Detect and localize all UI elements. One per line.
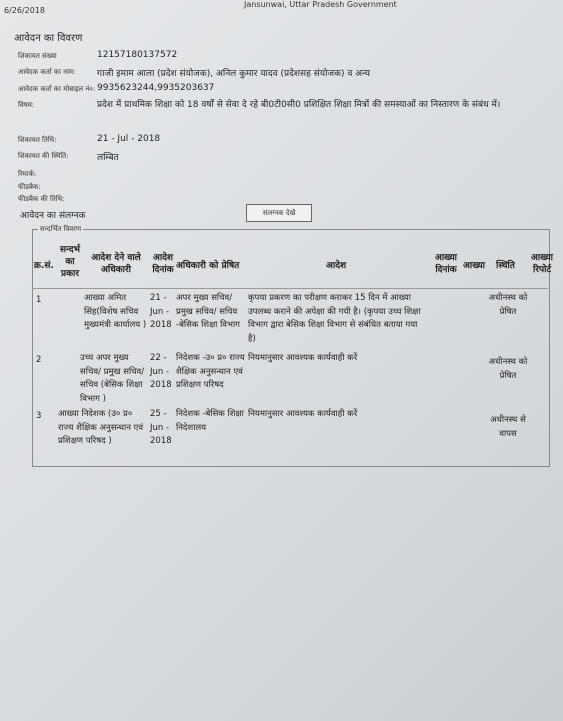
row-sno: 2: [36, 355, 42, 365]
row-date: 22 - Jun - 2018: [150, 353, 172, 390]
col-header-order: आदेश: [326, 261, 347, 271]
section-title: आवेदन का विवरण: [14, 33, 83, 44]
field-label-complaint-no: शिकायत संख्या: [18, 52, 57, 60]
field-label-remark: रिमार्क:: [18, 170, 37, 178]
col-header-report: आख्या: [463, 261, 486, 271]
row-issuer: आख्या अमित सिंह(विशेष सचिव मुख्यमंत्री कार्यालय ): [84, 293, 147, 330]
col-header-status: स्थिति: [496, 261, 515, 271]
row-status: अधीनस्थ से वापस: [490, 415, 526, 439]
col-header-date: आदेश दिनांक: [152, 253, 174, 275]
row-sent-to: निदेशक -उ० प्र० राज्य शैक्षिक अनुसन्धान एवं प्रशिक्षण परिषद: [176, 353, 245, 390]
row-issuer: उच्च अपर मुख्य सचिव/ प्रमुख सचिव/सचिव (बेसिक शिक्षा विभाग ): [80, 353, 145, 404]
org-header: Jansunwai, Uttar Pradesh Government: [244, 0, 397, 9]
attachment-label: आवेदन का संलग्नक: [20, 211, 86, 221]
print-date: 6/26/2018: [4, 6, 46, 15]
applicant-name: गाजी इमाम आला (प्रदेश संयोजक), अनिल कुमार यादव (प्रदेशसह संयोजक) व अन्य: [97, 69, 370, 79]
complaint-number: 12157180137572: [97, 50, 178, 60]
col-header-report-file: आख्या रिपोर्ट: [530, 253, 553, 275]
field-label-status: शिकायत की स्थिति:: [18, 152, 69, 160]
complaint-status: लम्बित: [97, 153, 119, 163]
row-order: कृपया प्रकरण का परीक्षण कराकर 15 दिन में आख्या उपलब्ध कराने की अपेक्षा की गयी है। (कृपया उच्च शिक्षा विभाग द्वारा बेसिक शिक्षा विभाग से संबंधित बताया गया है): [248, 293, 421, 344]
field-label-mobile: आवेदक कर्ता का मोबाइल नं०:: [18, 85, 96, 93]
complaint-date: 21 - Jul - 2018: [97, 134, 161, 144]
field-label-feedback: फीडबैक:: [18, 183, 41, 191]
field-label-applicant: आवेदक कर्ता का नाम:: [18, 68, 76, 76]
subject: प्रदेश में प्राथमिक शिक्षा को 18 वर्षों से सेवा दे रहे बी0टी0सी0 प्रशिक्षित शिक्षा मित्रों की समस्याओं का निस्तारण के संबंध में।: [97, 100, 501, 110]
row-date: 25 - Jun - 2018: [150, 409, 172, 446]
col-header-type: सन्दर्भ का प्रकार: [60, 245, 80, 279]
col-header-report-date: आख्या दिनांक: [434, 253, 457, 275]
applicant-mobile: 9935623244,9935203637: [97, 83, 215, 93]
col-header-issuer: आदेश देने वाले अधिकारी: [91, 253, 141, 275]
row-date: 21 - Jun - 2018: [150, 293, 172, 330]
field-label-feedback-date: फीडबैक की तिथि:: [18, 195, 65, 203]
field-label-subject: विषय:: [18, 101, 35, 109]
row-sno: 1: [36, 295, 42, 305]
row-status: अधीनस्थ को प्रेषित: [488, 357, 528, 381]
header-divider: [32, 288, 548, 289]
row-sent-to: अपर मुख्य सचिव/ प्रमुख सचिव/ सचिव -बेसिक शिक्षा विभाग: [176, 293, 240, 330]
reference-details-legend: सन्दर्भित विवरण: [40, 225, 82, 233]
row-order: नियमानुसार आवश्यक कार्यवाही करें: [248, 409, 358, 419]
view-attachment-button[interactable]: संलग्नक देखें: [246, 204, 312, 222]
field-label-complaint-date: शिकायत तिथि:: [18, 136, 57, 144]
row-status: अधीनस्थ को प्रेषित: [488, 293, 528, 317]
row-order: नियमानुसार आवश्यक कार्यवाही करें: [248, 353, 358, 363]
row-issuer: आख्या निदेशक (उ० प्र० राज्य शैक्षिक अनुसन्धान एवं प्रशिक्षण परिषद ): [58, 409, 144, 446]
col-header-sent-to: अधिकारी को प्रेषित: [176, 261, 240, 271]
col-header-sno: क्र.सं.: [34, 261, 54, 271]
row-sent-to: निदेशक -बेसिक शिक्षा निदेशालय: [176, 409, 244, 433]
row-sno: 3: [36, 411, 42, 421]
